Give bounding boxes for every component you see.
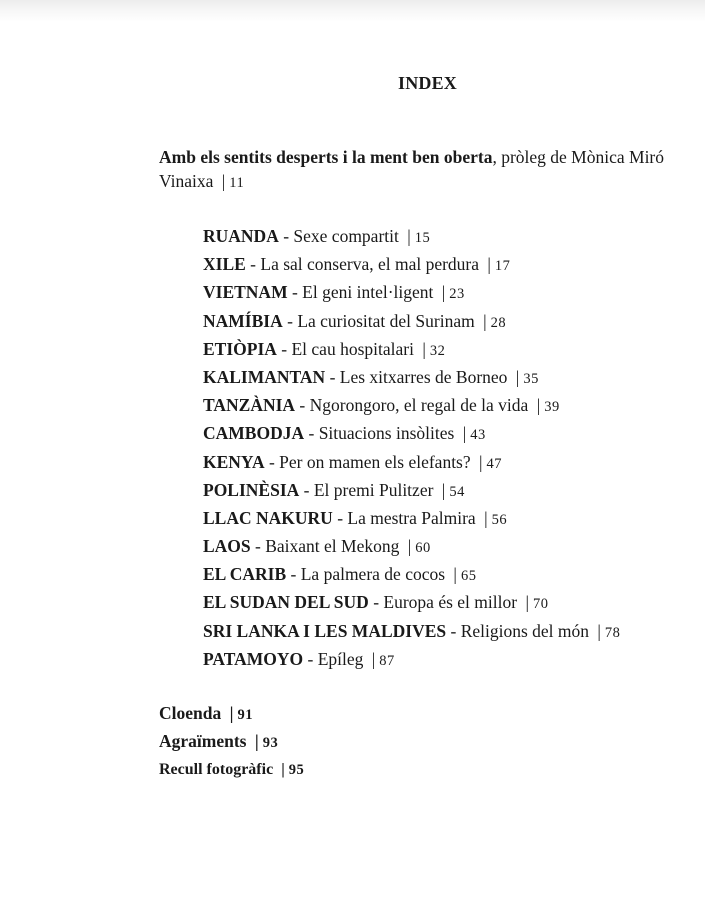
page-number: 91 — [237, 707, 253, 723]
page-separator: | — [254, 731, 259, 752]
chapter-title: La sal conserva, el mal perdura — [260, 254, 480, 275]
page-top-shadow — [0, 0, 705, 22]
closing-entry[interactable] — [159, 757, 304, 785]
chapter-dash: - — [283, 226, 290, 246]
chapter-entry[interactable] — [203, 420, 620, 448]
chapter-dash: - — [450, 620, 457, 641]
chapter-country: KALIMANTAN — [203, 366, 326, 387]
page-separator: | — [453, 564, 457, 585]
page-number: 60 — [415, 540, 431, 557]
chapter-dash: - — [373, 592, 380, 613]
chapter-dash: - — [308, 423, 315, 444]
chapter-title: La mestra Palmira — [347, 507, 476, 528]
page-number: 32 — [429, 342, 446, 359]
chapter-title: Les xitxarres de Borneo — [339, 366, 508, 387]
page-separator: | — [221, 171, 226, 191]
page-separator: | — [422, 338, 426, 359]
chapter-list — [203, 223, 620, 674]
chapter-dash: - — [329, 366, 336, 387]
chapter-entry[interactable] — [203, 223, 620, 251]
closing-label: Recull fotogràfic — [159, 760, 274, 778]
closing-label: Agraïments — [159, 731, 247, 752]
page-number: 17 — [494, 258, 511, 275]
chapter-dash: - — [281, 338, 288, 359]
chapter-title: Religions del món — [460, 620, 590, 641]
chapter-title: Per on mamen els elefants? — [279, 451, 471, 472]
chapter-country: RUANDA — [203, 226, 279, 246]
chapter-entry[interactable] — [203, 449, 620, 477]
page-separator: | — [407, 536, 412, 557]
chapter-title: Epíleg — [317, 648, 364, 669]
page-number: 43 — [470, 427, 486, 444]
chapter-title: Baixant el Mekong — [265, 536, 400, 557]
page-number: 78 — [604, 624, 621, 641]
page-separator: | — [597, 620, 601, 641]
page-separator: | — [479, 451, 483, 472]
chapter-entry[interactable] — [203, 589, 620, 617]
chapter-title: El cau hospitalari — [291, 338, 414, 359]
chapter-country: EL CARIB — [203, 564, 287, 585]
chapter-country: SRI LANKA I LES MALDIVES — [203, 620, 447, 641]
prologue-entry[interactable] — [159, 145, 705, 195]
chapter-country: LAOS — [203, 536, 251, 557]
chapter-country: TANZÀNIA — [203, 395, 296, 416]
chapter-dash: - — [255, 536, 261, 557]
page-number: 47 — [486, 455, 503, 472]
chapter-entry[interactable] — [203, 646, 620, 674]
page-number: 15 — [414, 230, 431, 246]
page-separator: | — [525, 592, 529, 613]
chapter-country: ETIÒPIA — [203, 338, 277, 359]
page-number: 39 — [544, 399, 560, 416]
page-separator: | — [441, 282, 446, 303]
chapter-country: LLAC NAKURU — [203, 507, 333, 528]
page-number: 70 — [532, 596, 549, 613]
page-separator: | — [229, 703, 234, 723]
page-number: 11 — [229, 175, 245, 191]
page-separator: | — [441, 479, 446, 500]
chapter-title: La palmera de cocos — [300, 564, 446, 585]
chapter-dash: - — [287, 310, 293, 331]
chapter-entry[interactable] — [203, 533, 620, 561]
chapter-dash: - — [290, 564, 297, 585]
page-separator: | — [371, 648, 376, 669]
chapter-entry[interactable] — [203, 618, 620, 646]
chapter-entry[interactable] — [203, 336, 620, 364]
page-number: 93 — [262, 735, 279, 752]
chapter-dash: - — [250, 254, 256, 275]
prologue-title: Amb els sentits desperts i la ment ben oberta — [159, 147, 493, 167]
chapter-entry[interactable] — [203, 505, 620, 533]
page-separator: | — [407, 226, 411, 246]
page-separator: | — [536, 395, 541, 416]
chapter-country: CAMBODJA — [203, 423, 305, 444]
page-number: 23 — [449, 286, 465, 303]
chapter-dash: - — [299, 395, 306, 416]
page-separator: | — [484, 507, 488, 528]
chapter-entry[interactable] — [203, 308, 620, 336]
page-number: 56 — [491, 511, 508, 528]
chapter-dash: - — [268, 451, 275, 472]
chapter-country: PATAMOYO — [203, 648, 304, 669]
closing-entry[interactable] — [159, 728, 304, 756]
chapter-entry[interactable] — [203, 364, 620, 392]
chapter-entry[interactable] — [203, 251, 620, 279]
chapter-title: El premi Pulitzer — [313, 479, 434, 500]
chapter-title: Europa és el millor — [383, 592, 518, 613]
page-number: 95 — [288, 761, 305, 778]
page-separator: | — [483, 310, 487, 331]
chapter-country: KENYA — [203, 451, 265, 472]
chapter-country: XILE — [203, 254, 246, 275]
chapter-dash: - — [291, 282, 298, 303]
chapter-title: Sexe compartit — [293, 226, 399, 246]
chapter-country: POLINÈSIA — [203, 479, 300, 500]
prologue-subtitle: , pròleg de Mònica Miró Vinaixa — [159, 147, 665, 191]
chapter-title: El geni intel·ligent — [302, 282, 434, 303]
chapter-title: Situacions insòlites — [318, 423, 455, 444]
chapter-entry[interactable] — [203, 561, 620, 589]
closing-entry[interactable] — [159, 700, 304, 728]
page-separator: | — [462, 423, 467, 444]
closing-label: Cloenda — [159, 703, 222, 723]
page-number: 35 — [523, 370, 539, 387]
chapter-dash: - — [303, 479, 310, 500]
page-separator: | — [515, 366, 520, 387]
chapter-entry[interactable] — [203, 392, 620, 420]
chapter-country: EL SUDAN DEL SUD — [203, 592, 369, 613]
page-number: 65 — [460, 568, 477, 585]
chapter-entry[interactable] — [203, 279, 620, 307]
page-number: 54 — [449, 483, 465, 500]
page-number: 28 — [490, 314, 507, 331]
chapter-title: La curiositat del Surinam — [297, 310, 475, 331]
chapter-entry[interactable] — [203, 477, 620, 505]
closing-list — [159, 700, 304, 785]
page-separator: | — [281, 760, 285, 778]
chapter-dash: - — [307, 648, 314, 669]
page-title: INDEX — [397, 73, 457, 93]
chapter-dash: - — [337, 507, 344, 528]
chapter-country: NAMÍBIA — [203, 310, 283, 331]
chapter-country: VIETNAM — [203, 282, 288, 303]
chapter-title: Ngorongoro, el regal de la vida — [309, 395, 529, 416]
page-number: 87 — [379, 652, 395, 669]
page-separator: | — [487, 254, 491, 275]
